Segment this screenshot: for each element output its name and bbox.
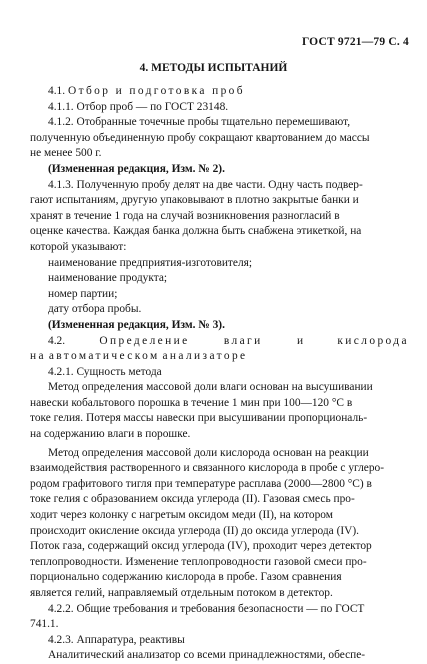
text-line: навески кобальтового порошка в течение 1 мин при 100—120 °С в: [30, 396, 353, 409]
text-line: которой указывают:: [30, 240, 127, 253]
section-title: 4. МЕТОДЫ ИСПЫТАНИЙ: [139, 62, 288, 74]
heading-word: автоматическом: [48, 350, 160, 363]
paragraph: [30, 380, 409, 442]
page-header: ГОСТ 9721—79 С. 4: [301, 36, 409, 48]
subsection-number: 4.2.: [48, 334, 66, 347]
paragraph: [30, 178, 409, 256]
edition-note: (Измененная редакция, Изм. № 3).: [48, 318, 225, 331]
heading-word: анализаторе: [162, 350, 248, 363]
subsection-heading-cont: [30, 349, 409, 365]
text-line: взаимодействия растворенного и связанного кислорода в пробе с углеро-: [30, 462, 385, 475]
subsection-number: 4.1.: [48, 85, 66, 97]
text-line: 4.1.2. Отобранные точечные пробы тщательно перемешивают,: [48, 116, 351, 129]
text-line: Поток газа, содержащий оксид углерода (IV), проходит через детектор: [30, 540, 372, 553]
text-line: Метод определения массовой доли влаги основан на высушивании: [48, 381, 373, 394]
subsection-title: Отбор и подготовка проб: [67, 85, 245, 97]
heading-word: на: [30, 350, 46, 363]
subsection-heading: [30, 334, 409, 350]
heading-word: и: [296, 334, 304, 347]
list-item: наименование продукта;: [48, 272, 168, 285]
sub-heading: 4.2.1. Сущность метода: [48, 365, 162, 378]
text-line: хранят в течение 1 года на случай возникновения разногласий в: [30, 209, 340, 222]
text-line: не менее 500 г.: [30, 147, 102, 160]
list-item: номер партии;: [48, 287, 118, 300]
paragraph: 4.1.1. Отбор проб — по ГОСТ 23148.: [48, 100, 229, 113]
subsection-heading: [30, 84, 409, 100]
text-line: полученную объединенную пробу сокращают квартованием до массы: [30, 131, 370, 144]
paragraph: [30, 446, 409, 602]
paragraph: [30, 115, 409, 162]
text-line: гают испытаниям, другую упаковывают в плотно закрытые банки и: [30, 194, 359, 207]
paragraph: [30, 602, 409, 633]
paragraph: Аналитический анализатор со всеми принадлежностями, обеспе-: [48, 649, 366, 662]
text-line: Метод определения массовой доли кислорода основан на реакции: [48, 446, 369, 459]
text-line: токе гелия. Потеря массы навески при высушивании пропорциональ-: [30, 412, 368, 425]
text-line: 4.2.2. Общие требования и требования безопасности — по ГОСТ: [48, 602, 365, 615]
text-line: родом графитового тигля при температуре расплава (2000—2800 °С) в: [30, 477, 372, 490]
text-line: 741.1.: [30, 618, 59, 631]
heading-word: Определение: [99, 334, 190, 347]
text-line: ходит через колонку с нагретым оксидом меди (II), на котором: [30, 509, 333, 522]
text-line: на содержанию влаги в порошке.: [30, 428, 191, 441]
edition-note: (Измененная редакция, Изм. № 2).: [48, 162, 225, 175]
text-line: происходит окисление оксида углерода (II) до оксида углерода (IV).: [30, 524, 360, 537]
document-body: [30, 84, 409, 664]
sub-heading: 4.2.3. Аппаратура, реактивы: [48, 633, 185, 646]
text-line: порционально содержанию кислорода в пробе. Газом сравнения: [30, 571, 342, 584]
list-item: наименование предприятия-изготовителя;: [48, 256, 253, 269]
text-line: токе гелия с образованием оксида углерода (II). Газовая смесь про-: [30, 493, 355, 506]
text-line: 4.1.3. Полученную пробу делят на две части. Одну часть подвер-: [48, 178, 363, 191]
text-line: оценке качества. Каждая банка должна быть снабжена этикеткой, на: [30, 225, 362, 238]
heading-word: влаги: [223, 334, 263, 347]
heading-word: кислорода: [337, 334, 409, 347]
list-item: дату отбора пробы.: [48, 303, 142, 316]
text-line: теплопроводности. Изменение теплопроводности газовой смеси про-: [30, 555, 367, 568]
text-line: является гелий, направляемый отдельным потоком в детектор.: [30, 587, 333, 599]
